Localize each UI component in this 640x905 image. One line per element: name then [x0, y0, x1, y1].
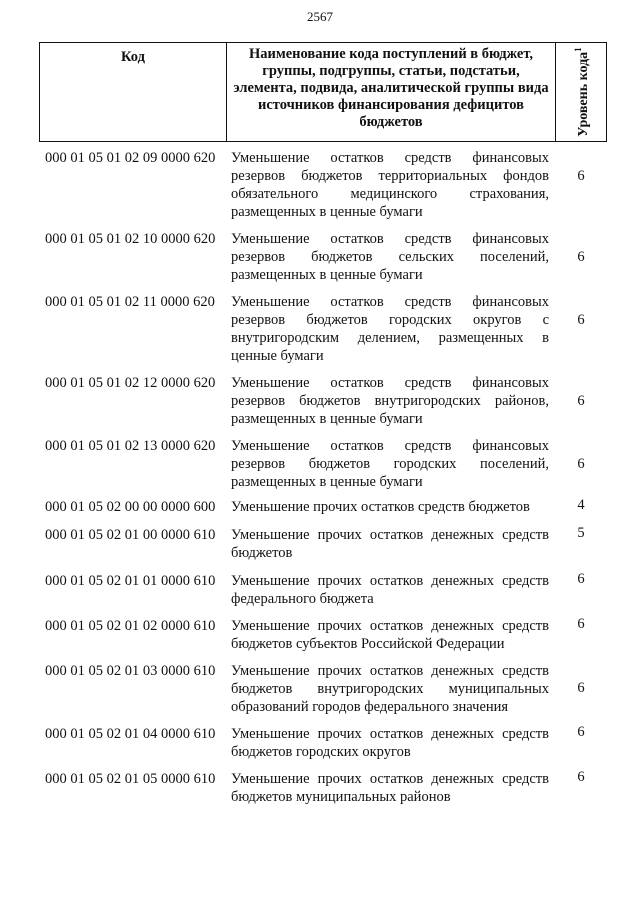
table-header: [39, 42, 607, 142]
row-level: 6: [577, 571, 585, 587]
row-level: 4: [577, 497, 585, 513]
row-name: Уменьшение прочих остатков денежных средств бюджетов муниципальных районов: [231, 771, 549, 805]
row-name: Уменьшение остатков средств финансовых резервов бюджетов городских поселений, размещенных в ценные бумаги: [231, 438, 549, 490]
row-name: Уменьшение прочих остатков средств бюджетов: [231, 499, 530, 515]
page-number: 2567: [307, 9, 333, 24]
header-name: Наименование кода поступлений в бюджет, группы, подгруппы, статьи, подстатьи, элемента, подвида, аналитической группы вида источников финансирования дефицитов бюджетов: [227, 43, 556, 141]
row-code: 000 01 05 01 02 13 0000 620: [45, 438, 216, 454]
row-name: Уменьшение прочих остатков денежных средств бюджетов: [231, 527, 549, 561]
header-level: [556, 43, 606, 141]
row-code: 000 01 05 02 01 00 0000 610: [45, 527, 216, 543]
row-level: 6: [577, 168, 585, 184]
row-code: 000 01 05 02 01 05 0000 610: [45, 771, 216, 787]
row-level: 6: [577, 769, 585, 785]
row-name: Уменьшение остатков средств финансовых резервов бюджетов территориальных фондов обязательного медицинского страхования, размещенных в ценные бумаги: [231, 150, 549, 220]
row-name: Уменьшение остатков средств финансовых резервов бюджетов городских округов с внутригородским делением, размещенных в ценные бумаги: [231, 294, 549, 364]
row-code: 000 01 05 02 00 00 0000 600: [45, 499, 216, 515]
row-name: Уменьшение прочих остатков денежных средств федерального бюджета: [231, 573, 549, 607]
header-level-footnote: 1: [573, 47, 584, 52]
row-level: 6: [577, 680, 585, 696]
row-name: Уменьшение прочих остатков денежных средств бюджетов субъектов Российской Федерации: [231, 618, 549, 652]
row-level: 6: [577, 312, 585, 328]
row-code: 000 01 05 01 02 11 0000 620: [45, 294, 215, 310]
row-name: Уменьшение прочих остатков денежных средств бюджетов городских округов: [231, 726, 549, 760]
row-code: 000 01 05 02 01 01 0000 610: [45, 573, 216, 589]
row-name: Уменьшение остатков средств финансовых резервов бюджетов сельских поселений, размещенных в ценные бумаги: [231, 231, 549, 283]
row-name: Уменьшение прочих остатков денежных средств бюджетов внутригородских муниципальных образований городов федерального значения: [231, 663, 549, 715]
row-level: 6: [577, 616, 585, 632]
row-code: 000 01 05 02 01 02 0000 610: [45, 618, 216, 634]
header-level-text: [571, 47, 591, 136]
row-code: 000 01 05 01 02 10 0000 620: [45, 231, 216, 247]
header-code: Код: [40, 43, 227, 141]
row-code: 000 01 05 02 01 04 0000 610: [45, 726, 216, 742]
row-level: 6: [577, 249, 585, 265]
row-level: 6: [577, 393, 585, 409]
header-level-label: Уровень кода: [575, 51, 591, 137]
row-level: 6: [577, 456, 585, 472]
row-code: 000 01 05 01 02 09 0000 620: [45, 150, 216, 166]
row-name: Уменьшение остатков средств финансовых резервов бюджетов внутригородских районов, размещенных в ценные бумаги: [231, 375, 549, 427]
row-code: 000 01 05 01 02 12 0000 620: [45, 375, 216, 391]
row-level: 5: [577, 525, 585, 541]
row-code: 000 01 05 02 01 03 0000 610: [45, 663, 216, 679]
row-level: 6: [577, 724, 585, 740]
